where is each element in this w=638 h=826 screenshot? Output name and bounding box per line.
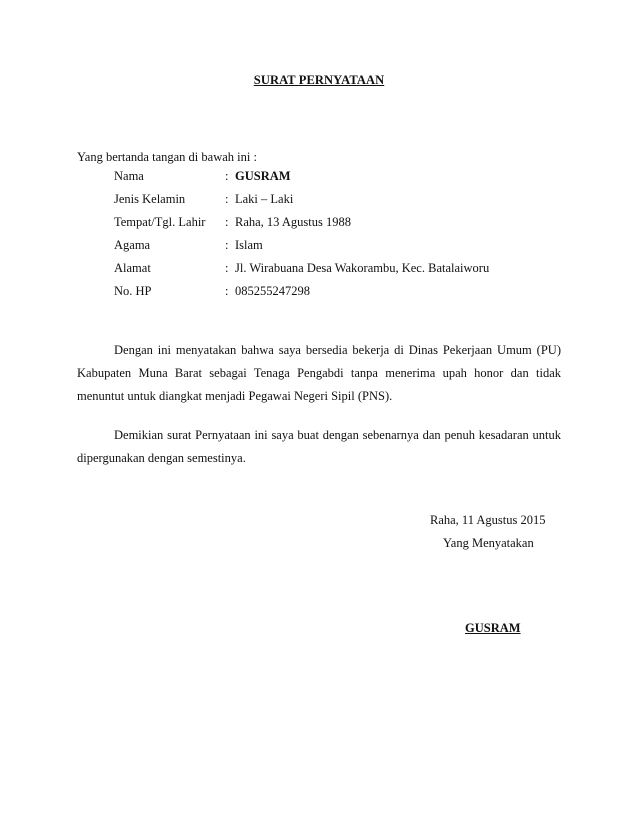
identity-fields (114, 167, 489, 305)
field-separator: : (225, 261, 229, 275)
field-label: Jenis Kelamin (114, 192, 186, 206)
closing-text: Demikian surat Pernyataan ini saya buat dengan sebenarnya dan penuh kesadaran untuk dipergunakan dengan semestinya. (77, 428, 561, 465)
field-value-no-hp: 085255247298 (235, 284, 310, 298)
statement-text: Dengan ini menyatakan bahwa saya bersedia bekerja di Dinas Pekerjaan Umum (PU) Kabupaten Muna Barat sebagai Tenaga Pengabdi tanpa menerima upah honor dan tidak menuntut untuk diangkat menjadi Pegawai Negeri Sipil (PNS). (77, 343, 561, 403)
field-separator: : (225, 192, 229, 206)
field-row-agama (114, 236, 489, 259)
field-row-no-hp (114, 282, 489, 305)
field-row-alamat (114, 259, 489, 282)
field-row-nama (114, 167, 489, 190)
field-label: Agama (114, 238, 151, 252)
field-value-tempat-tgl-lahir: Raha, 13 Agustus 1988 (235, 215, 351, 229)
field-label: No. HP (114, 284, 152, 298)
field-value-alamat: Jl. Wirabuana Desa Wakorambu, Kec. Batalaiworu (235, 261, 490, 275)
field-row-jenis-kelamin (114, 190, 489, 213)
letter-title: SURAT PERNYATAAN (253, 73, 385, 87)
field-value-agama: Islam (235, 238, 263, 252)
statement-paragraph (77, 339, 561, 408)
field-separator: : (225, 284, 229, 298)
field-separator: : (225, 215, 229, 229)
field-separator: : (225, 238, 229, 252)
field-label: Alamat (114, 261, 151, 275)
field-label: Tempat/Tgl. Lahir (114, 215, 206, 229)
field-separator: : (225, 169, 229, 183)
field-value-jenis-kelamin: Laki – Laki (235, 192, 294, 206)
signer-name: GUSRAM (465, 621, 521, 635)
field-label: Nama (114, 169, 144, 183)
place-date: Raha, 11 Agustus 2015 (430, 513, 546, 527)
field-value-nama: GUSRAM (235, 169, 291, 183)
closing-paragraph (77, 424, 561, 470)
intro-text: Yang bertanda tangan di bawah ini : (77, 150, 257, 164)
signer-role: Yang Menyatakan (443, 536, 534, 550)
field-row-tempat-tgl-lahir (114, 213, 489, 236)
